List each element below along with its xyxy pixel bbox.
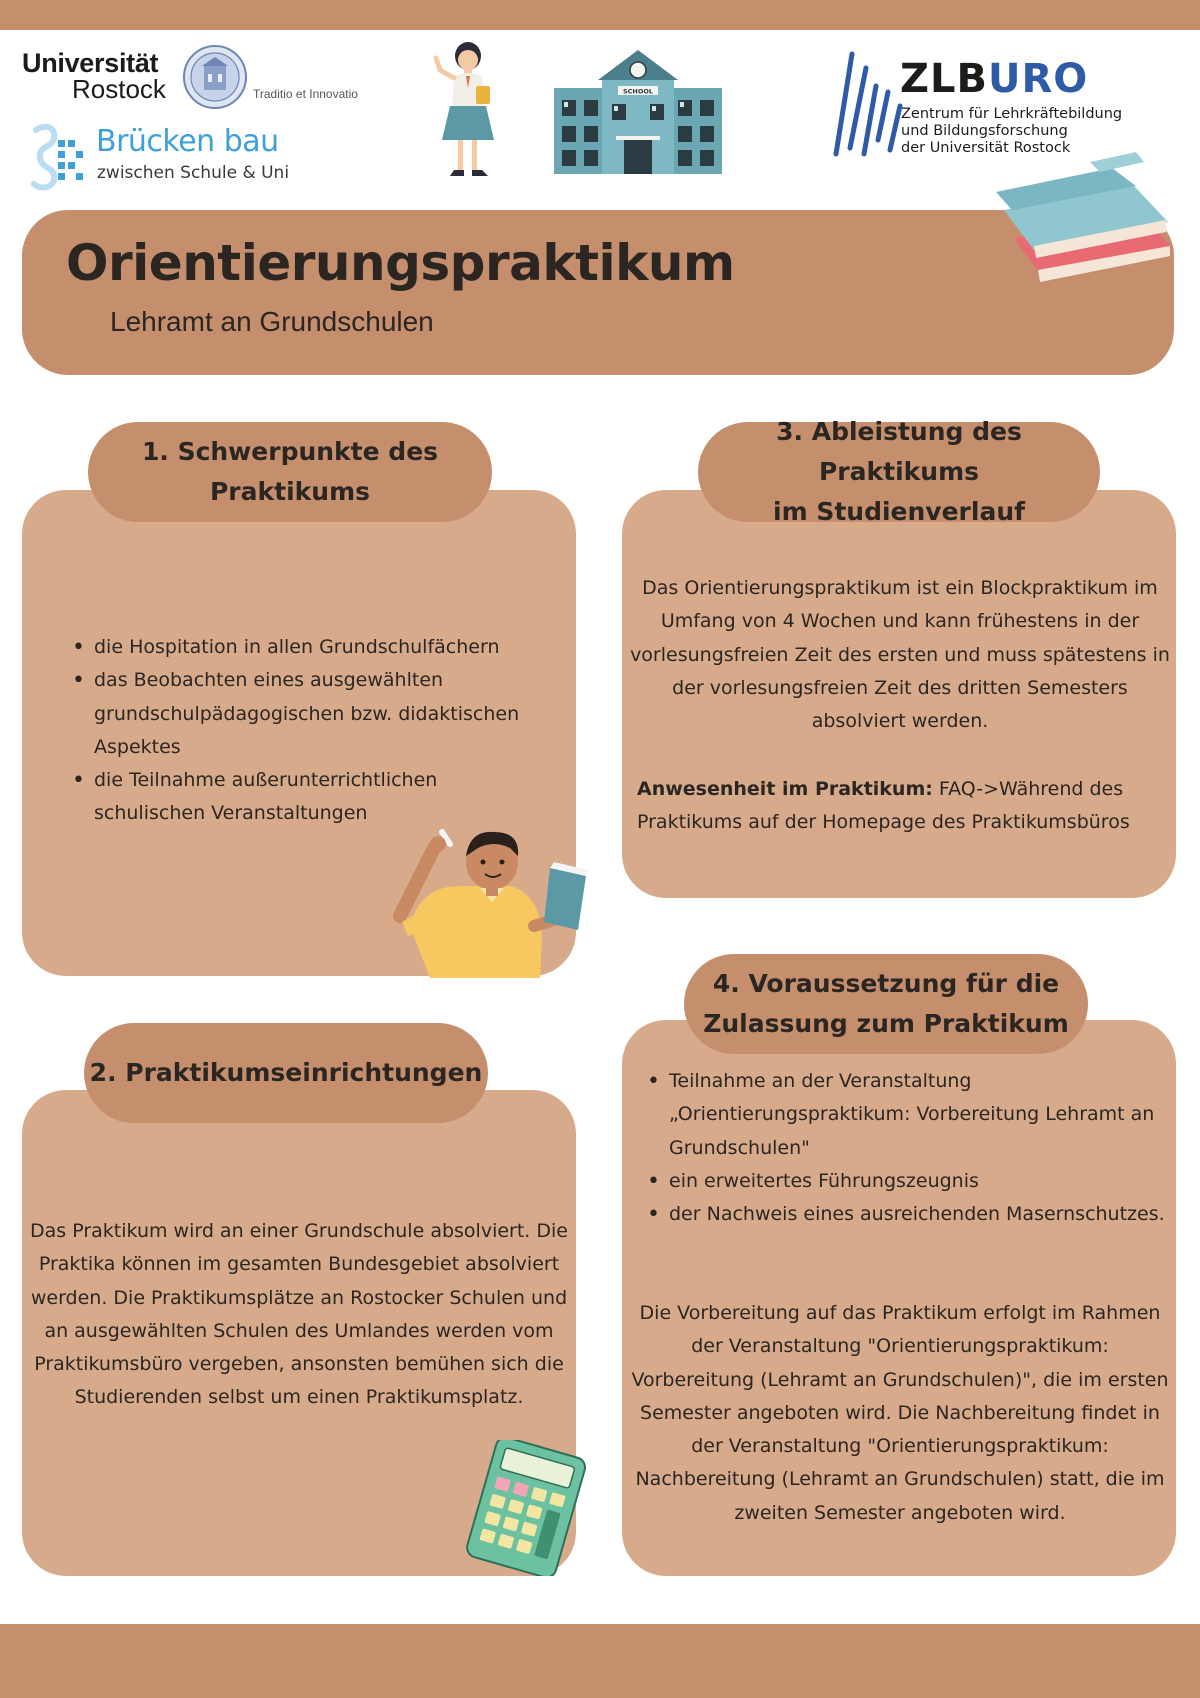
- list-item: • die Teilnahme außerunterrichtlichen schulischen Veranstaltungen: [94, 764, 550, 831]
- section-3-heading-line2: im Studienverlauf: [773, 497, 1025, 526]
- attendance-text: FAQ->Während des Praktikums auf der Homepage des Praktikumsbüros: [637, 778, 1130, 834]
- brueckenbau-logo-icon: [30, 122, 92, 192]
- section-2-text: Das Praktikum wird an einer Grundschule absolviert. Die Praktika können im gesamten Bundesgebiet absolviert werden. Die Praktikumsplätze an Rostocker Schulen und an ausgewählten Schulen des Umlandes werden vom Praktikumsbüro vergeben, ansonsten bemühen sich die Studierenden selbst um einen Praktikumsplatz.: [30, 1220, 568, 1409]
- section-4-heading: [703, 964, 1069, 1044]
- top-band: [0, 0, 1200, 30]
- section-3-text: Das Orientierungspraktikum ist ein Blockpraktikum im Umfang von 4 Wochen und kann frühestens in der vorlesungsfreien Zeit des ersten und muss spätestens in der vorlesungsfreien Zeit des dritten Semesters absolviert werden.: [630, 577, 1170, 733]
- section-3-heading-line1: 3. Ableistung des Praktikums: [776, 417, 1022, 486]
- page-title: Orientierungspraktikum: [66, 234, 735, 292]
- list-item: • der Nachweis eines ausreichenden Masernschutzes.: [669, 1198, 1165, 1231]
- attendance-label: Anwesenheit im Praktikum:: [637, 778, 933, 800]
- list-item: • die Hospitation in allen Grundschulfächern: [94, 631, 550, 664]
- teacher-illustration: [390, 826, 600, 978]
- section-2-heading-pill: [84, 1023, 488, 1123]
- section-4-heading-pill: [684, 954, 1088, 1054]
- zlb-title-part1: ZLB: [900, 56, 988, 102]
- section-3-attendance: [637, 773, 1167, 840]
- section-1-heading-pill: [88, 422, 492, 522]
- bottom-band: [0, 1624, 1200, 1698]
- zlb-subtitle: [901, 106, 1122, 157]
- schoolgirl-illustration: [432, 40, 500, 184]
- brueckenbau-subtitle: zwischen Schule & Uni: [97, 163, 290, 183]
- list-item: • Teilnahme an der Veranstaltung „Orientierungspraktikum: Vorbereitung Lehramt an Grundschulen": [669, 1065, 1165, 1165]
- school-sign-text: SCHOOL: [622, 87, 654, 96]
- books-illustration: [994, 152, 1178, 284]
- university-name-line1: Universität: [22, 48, 159, 78]
- calculator-illustration: [466, 1440, 590, 1576]
- zlb-title: [900, 56, 1088, 102]
- section-1-heading-line2: Praktikums: [209, 477, 371, 506]
- list-item: • ein erweitertes Führungszeugnis: [669, 1165, 1165, 1198]
- section-1-heading-line1: 1. Schwerpunkte des: [141, 437, 439, 466]
- section-3-heading: [698, 412, 1100, 532]
- list-item: • das Beobachten eines ausgewählten grundschulpädagogischen bzw. didaktischen Aspektes: [94, 664, 550, 764]
- section-4-text: Die Vorbereitung auf das Praktikum erfolgt im Rahmen der Veranstaltung "Orientierungspraktikum: Vorbereitung (Lehramt an Grundschulen)", die im ersten Semester angeboten wird. Die Nachbereitung findet in der Veranstaltung "Orientierungspraktikum: Nachbereitung (Lehramt an Grundschulen) statt, die im zweiten Semester angeboten wird.: [631, 1302, 1169, 1524]
- zlb-subtitle-line3: der Universität Rostock: [901, 140, 1071, 156]
- section-4-heading-line2: Zulassung zum Praktikum: [703, 1009, 1069, 1038]
- section-4-heading-line1: 4. Voraussetzung für die: [712, 969, 1060, 998]
- university-motto: Traditio et Innovatio: [253, 87, 358, 101]
- page-subtitle: Lehramt an Grundschulen: [110, 306, 434, 337]
- section-3-heading-pill: [698, 417, 1100, 526]
- zlb-logo-icon: [826, 50, 904, 158]
- university-logo-text: [22, 50, 166, 102]
- section-1-body: [70, 631, 550, 831]
- university-name-line2: Rostock: [72, 74, 166, 104]
- section-2-heading: 2. Praktikumseinrichtungen: [89, 1058, 483, 1087]
- zlb-subtitle-line1: Zentrum für Lehrkräftebildung: [901, 106, 1123, 122]
- school-building-illustration: [552, 48, 724, 176]
- university-seal-icon: [182, 44, 248, 110]
- zlb-subtitle-line2: und Bildungsforschung: [901, 123, 1068, 139]
- section-4-list: [645, 1065, 1165, 1231]
- brueckenbau-title: Brücken bau: [96, 124, 279, 159]
- section-1-heading: [142, 432, 438, 512]
- zlb-title-part2: URO: [987, 56, 1089, 102]
